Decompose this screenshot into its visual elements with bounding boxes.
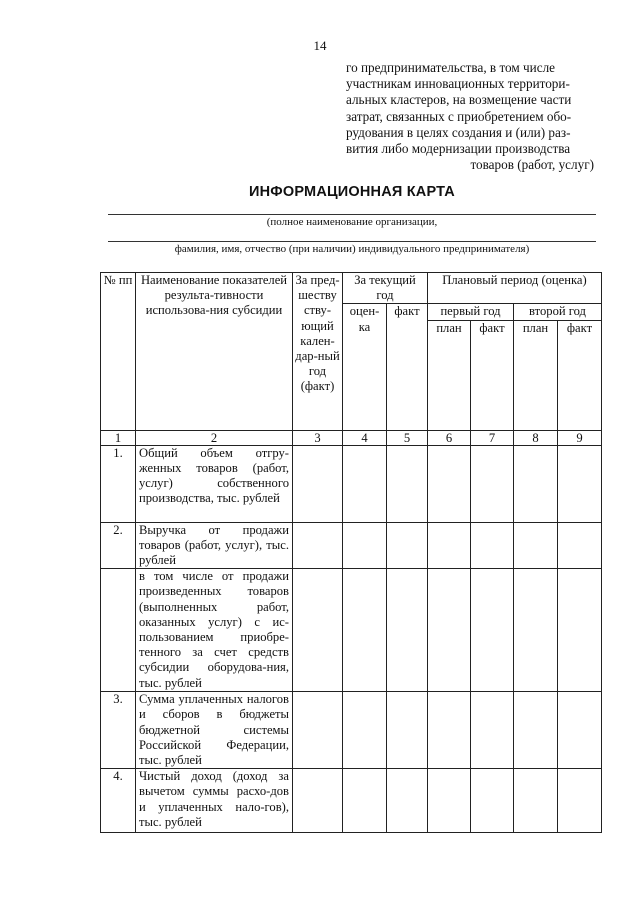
table-row: [101, 445, 602, 522]
value-cell: [387, 692, 428, 769]
value-cell: [387, 569, 428, 692]
value-cell: [293, 692, 343, 769]
header-estimate: оцен-ка: [343, 304, 387, 430]
value-cell: [387, 769, 428, 833]
indicator-name: Выручка от продажи товаров (работ, услуг), тыс. рублей: [136, 522, 293, 569]
header-num: № пп: [101, 273, 136, 431]
value-cell: [558, 445, 602, 522]
column-index: 9: [558, 430, 602, 445]
value-cell: [428, 692, 471, 769]
row-number: 3.: [101, 692, 136, 769]
table-row: [101, 522, 602, 569]
intro-line: товаров (работ, услуг): [470, 157, 594, 173]
value-cell: [293, 522, 343, 569]
table-row: [101, 769, 602, 833]
org-name-line: [108, 214, 596, 215]
value-cell: [343, 769, 387, 833]
value-cell: [471, 445, 514, 522]
intro-line: альных кластеров, на возмещение части: [346, 92, 572, 108]
row-number: [101, 569, 136, 692]
value-cell: [558, 522, 602, 569]
value-cell: [428, 569, 471, 692]
value-cell: [514, 445, 558, 522]
header-fact: факт: [471, 320, 514, 430]
value-cell: [428, 769, 471, 833]
intro-line: затрат, связанных с приобретением обо-: [346, 108, 572, 124]
document-title: ИНФОРМАЦИОННАЯ КАРТА: [249, 184, 455, 200]
header-prev-year: За пред-шеству ству-ющий кален-дар-ный год (факт): [293, 273, 343, 431]
column-index: 1: [101, 430, 136, 445]
intro-paragraph: [346, 60, 594, 173]
header-current-year: За текущий год: [343, 273, 428, 304]
column-index: 5: [387, 430, 428, 445]
intro-line: участникам инновационных территори-: [346, 76, 570, 92]
value-cell: [428, 445, 471, 522]
column-index: 3: [293, 430, 343, 445]
value-cell: [387, 522, 428, 569]
header-fact: факт: [558, 320, 602, 430]
person-name-line: [108, 241, 596, 242]
row-number: 4.: [101, 769, 136, 833]
value-cell: [343, 522, 387, 569]
intro-line: вития либо модернизации производства: [346, 141, 571, 157]
column-index: 2: [136, 430, 293, 445]
intro-line: го предпринимательства, в том числе: [346, 60, 556, 75]
indicator-name: в том числе от продажи произведенных товаров (выполненных работ, оказанных услуг) с ис-пользованием приобре-тенного за счет средств субсидии оборудова-ния, тыс. рублей: [136, 569, 293, 692]
value-cell: [343, 445, 387, 522]
header-plan-period: Плановый период (оценка): [428, 273, 602, 304]
row-number: 2.: [101, 522, 136, 569]
header-second-year: второй год: [514, 304, 602, 320]
value-cell: [514, 692, 558, 769]
header-name: Наименование показателей результа-тивности использова-ния субсидии: [136, 273, 293, 431]
info-card-table: [100, 272, 602, 833]
value-cell: [471, 769, 514, 833]
column-index: 8: [514, 430, 558, 445]
indicator-name: Чистый доход (доход за вычетом суммы расхо-дов и уплаченных нало-гов), тыс. рублей: [136, 769, 293, 833]
intro-line: рудования в целях создания и (или) раз-: [346, 124, 571, 140]
column-index: 4: [343, 430, 387, 445]
person-name-caption: фамилия, имя, отчество (при наличии) индивидуального предпринимателя): [174, 243, 530, 255]
column-index-row: [101, 430, 602, 445]
value-cell: [471, 692, 514, 769]
page-number: 14: [313, 38, 327, 53]
column-index: 6: [428, 430, 471, 445]
header-fact: факт: [387, 304, 428, 430]
value-cell: [293, 569, 343, 692]
value-cell: [558, 569, 602, 692]
indicator-name: Общий объем отгру-женных товаров (работ, услуг) собственного производства, тыс. рублей: [136, 445, 293, 522]
indicator-name: Сумма уплаченных налогов и сборов в бюджеты бюджетной системы Российской Федерации, тыс. рублей: [136, 692, 293, 769]
row-number: 1.: [101, 445, 136, 522]
value-cell: [387, 445, 428, 522]
value-cell: [558, 769, 602, 833]
column-index: 7: [471, 430, 514, 445]
value-cell: [343, 692, 387, 769]
value-cell: [471, 522, 514, 569]
value-cell: [514, 522, 558, 569]
org-name-caption: (полное наименование организации,: [266, 216, 438, 228]
table-row: [101, 569, 602, 692]
value-cell: [514, 769, 558, 833]
value-cell: [293, 445, 343, 522]
value-cell: [428, 522, 471, 569]
table-row: [101, 692, 602, 769]
value-cell: [558, 692, 602, 769]
value-cell: [471, 569, 514, 692]
header-first-year: первый год: [428, 304, 514, 320]
value-cell: [293, 769, 343, 833]
header-plan: план: [514, 320, 558, 430]
header-plan: план: [428, 320, 471, 430]
value-cell: [514, 569, 558, 692]
value-cell: [343, 569, 387, 692]
